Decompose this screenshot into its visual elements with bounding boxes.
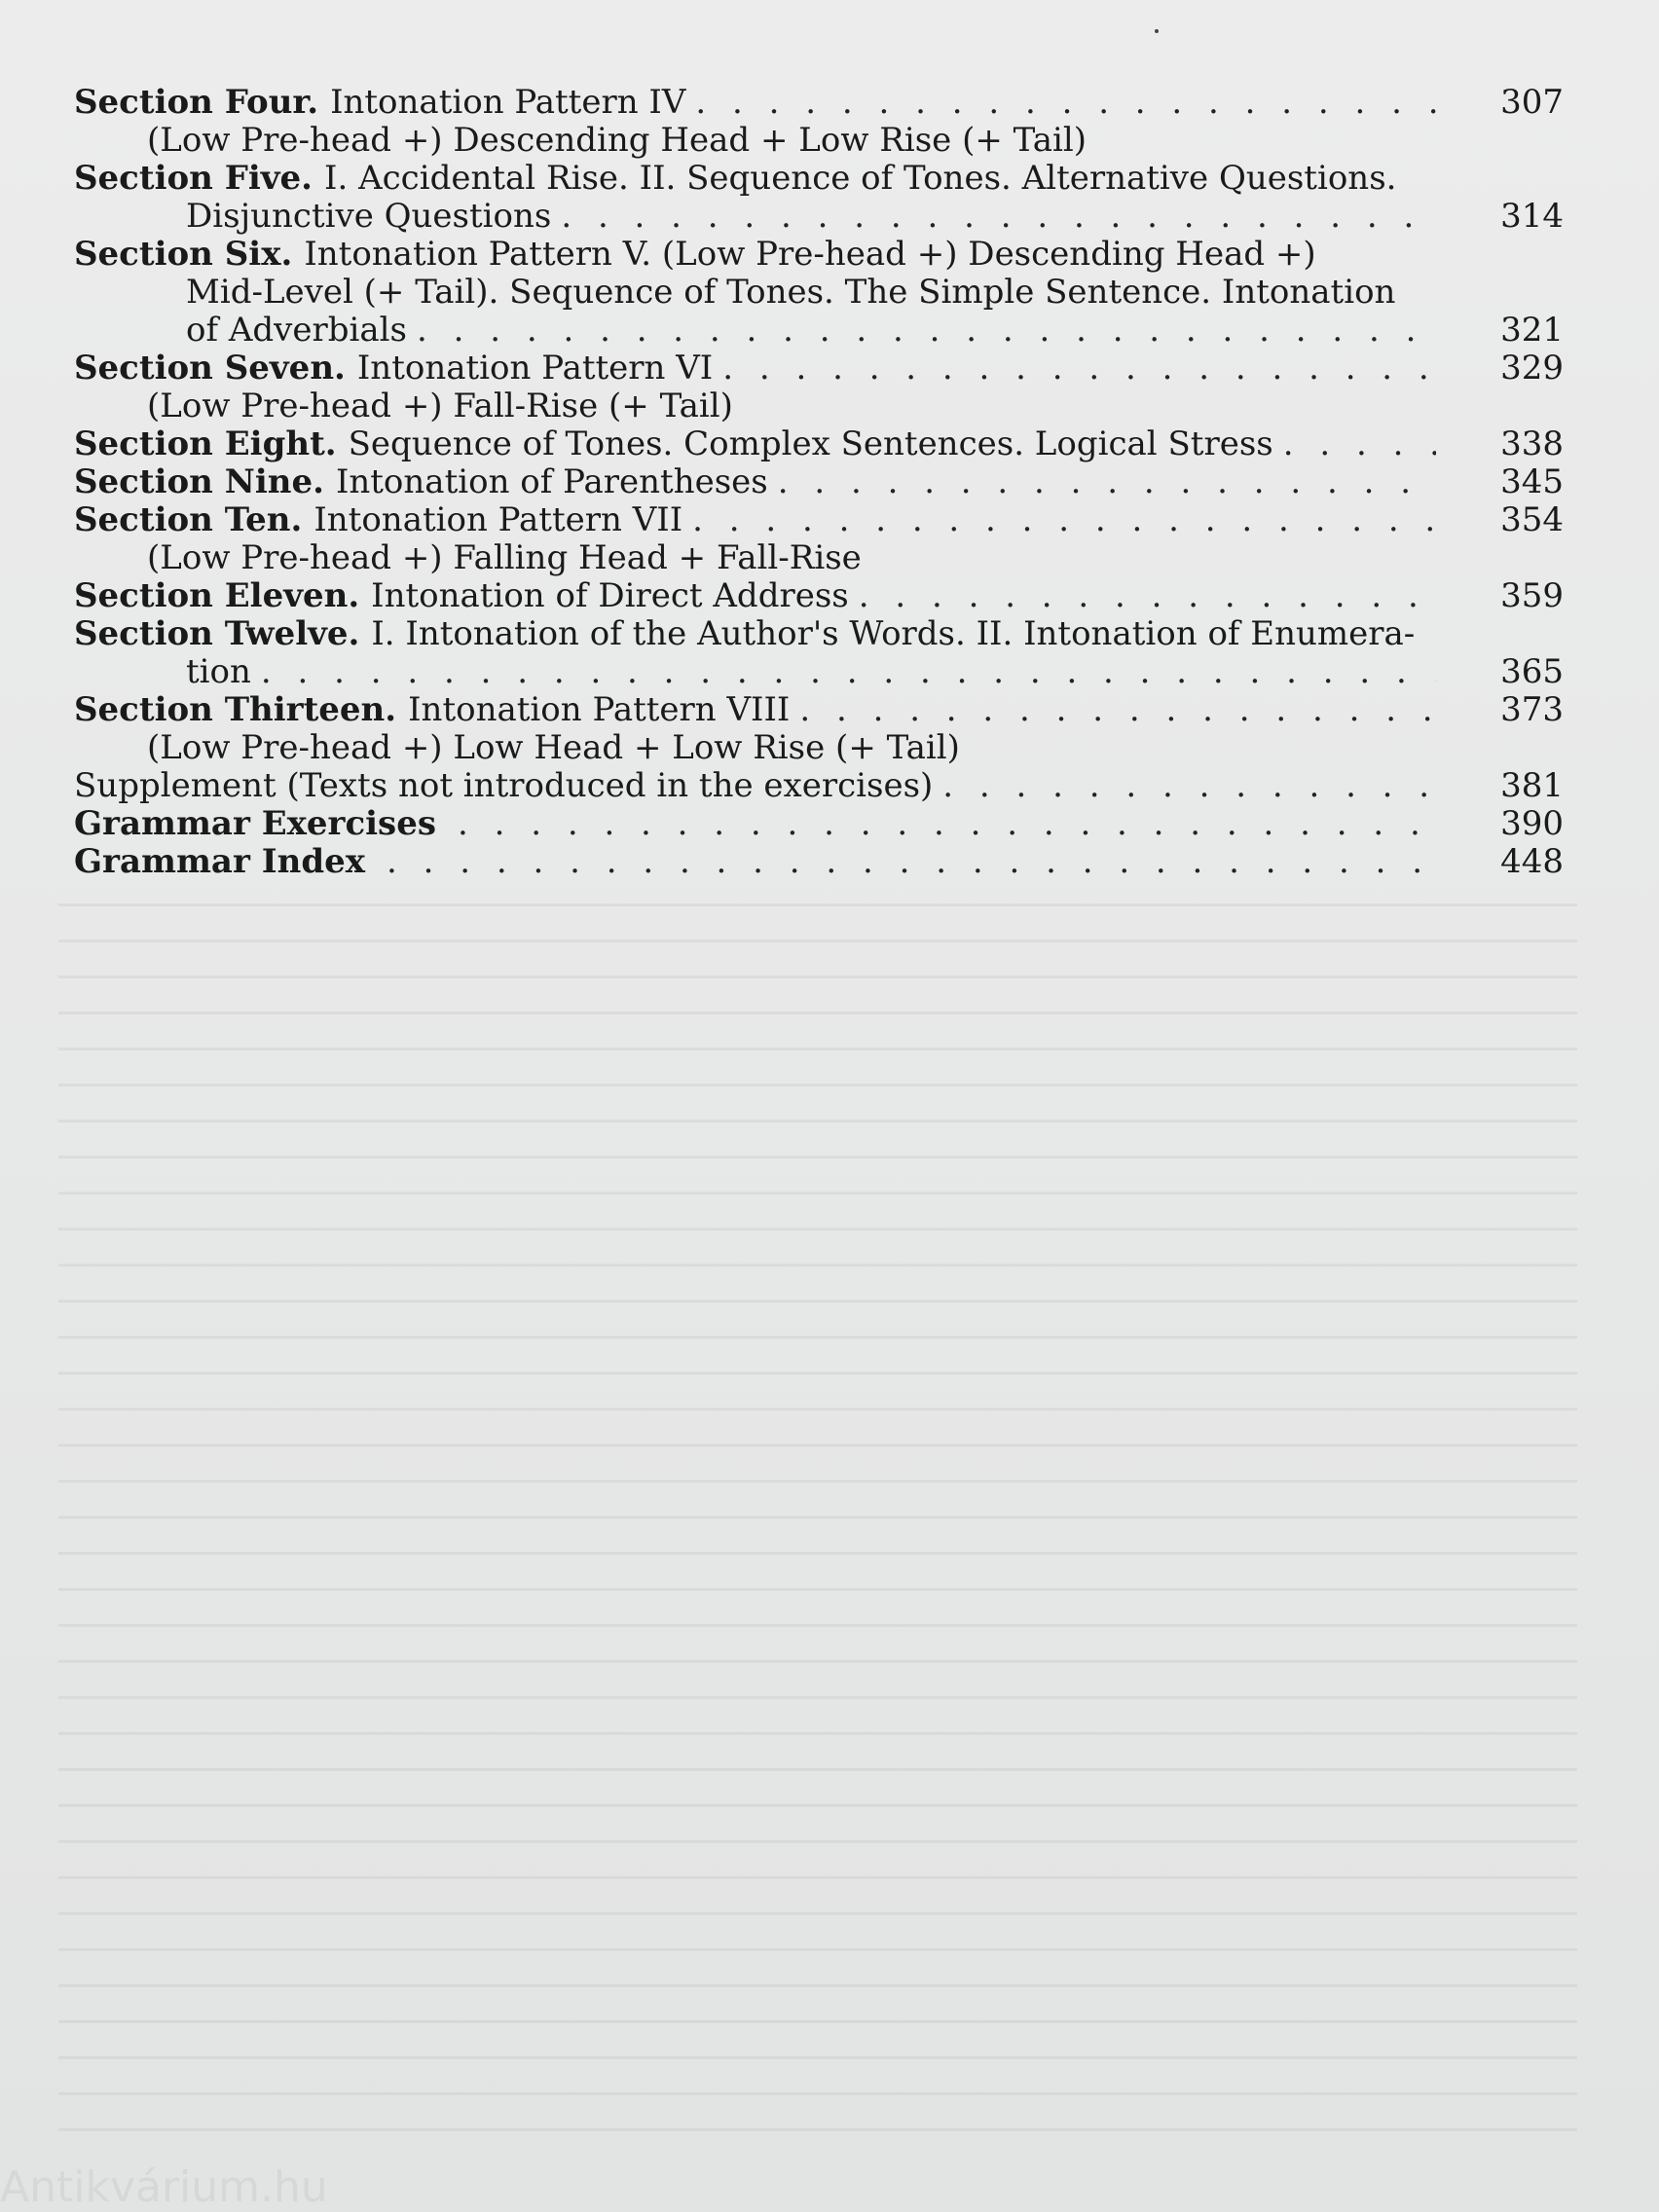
toc-line	[74, 198, 1442, 236]
section-title: tion	[186, 652, 251, 691]
page-number: 321	[1500, 311, 1564, 350]
page-number: 314	[1500, 197, 1564, 236]
section-title: Intonation of Parentheses	[335, 462, 768, 501]
section-title: Sequence of Tones. Complex Sentences. Logical Stress	[348, 424, 1273, 463]
dot-leader	[1283, 425, 1436, 463]
section-title: (Low Pre-head +) Falling Head + Fall-Rise	[147, 538, 862, 577]
dot-leader	[722, 350, 1436, 387]
dot-leader	[261, 653, 1436, 691]
toc-entry	[74, 615, 1564, 691]
toc-line	[74, 615, 1442, 653]
toc-line	[74, 236, 1442, 274]
section-title: Intonation Pattern VII	[313, 500, 683, 539]
section-title: (Low Pre-head +) Fall-Rise (+ Tail)	[147, 387, 733, 425]
section-label: Section Six.	[74, 235, 293, 274]
dot-leader	[561, 198, 1436, 236]
section-title: Mid-Level (+ Tail). Sequence of Tones. The Simple Sentence. Intonation	[186, 273, 1396, 312]
page-number: 338	[1500, 424, 1564, 463]
section-title: Intonation Pattern VIII	[408, 690, 791, 729]
toc-entry	[74, 843, 1564, 881]
section-label: Section Eleven.	[74, 576, 360, 615]
page-number: 373	[1500, 690, 1564, 729]
dot-leader	[799, 691, 1436, 729]
section-label: Section Eight.	[74, 424, 337, 463]
section-title: Intonation Pattern IV	[330, 83, 686, 122]
dot-leader	[695, 84, 1436, 122]
page-number: 345	[1500, 462, 1564, 501]
section-label: Grammar Exercises	[74, 804, 436, 843]
page-number: 359	[1500, 576, 1564, 615]
ink-speck	[1155, 29, 1159, 33]
page-number: 307	[1500, 83, 1564, 122]
section-title: Disjunctive Questions	[186, 197, 552, 236]
show-through-text	[58, 876, 1577, 2142]
section-title: Intonation Pattern VI	[356, 349, 714, 387]
toc-entry	[74, 84, 1564, 160]
section-label: Section Nine.	[74, 462, 324, 501]
toc-line	[74, 312, 1442, 350]
page-number: 390	[1500, 804, 1564, 843]
dot-leader	[778, 463, 1436, 501]
section-label: Section Five.	[74, 159, 313, 198]
toc-line	[74, 805, 1442, 843]
section-title: I. Intonation of the Author's Words. II. Intonation of Enumera-	[371, 614, 1416, 653]
toc-line	[74, 767, 1442, 805]
section-title: Supplement (Texts not introduced in the exercises)	[74, 766, 934, 805]
toc-entry	[74, 805, 1564, 843]
dot-leader	[387, 843, 1436, 881]
toc-entry	[74, 577, 1564, 615]
page-number: 448	[1500, 842, 1564, 881]
section-label: Section Twelve.	[74, 614, 360, 653]
toc-entry	[74, 425, 1564, 463]
toc-entry	[74, 160, 1564, 236]
section-title: Intonation Pattern V. (Low Pre-head +) Descending Head +)	[304, 235, 1316, 274]
toc-line	[74, 729, 1442, 767]
toc-line	[74, 691, 1442, 729]
page-number: 354	[1500, 500, 1564, 539]
section-label: Section Thirteen.	[74, 690, 397, 729]
toc-line	[74, 160, 1442, 198]
toc-line	[74, 274, 1442, 312]
toc-entry	[74, 767, 1564, 805]
dot-leader	[859, 577, 1436, 615]
section-label: Grammar Index	[74, 842, 366, 881]
toc-line	[74, 539, 1442, 577]
dot-leader	[458, 805, 1436, 843]
table-of-contents	[74, 84, 1564, 881]
toc-line	[74, 501, 1442, 539]
toc-entry	[74, 236, 1564, 350]
section-title: of Adverbials	[186, 311, 407, 350]
dot-leader	[417, 312, 1436, 350]
section-title: (Low Pre-head +) Descending Head + Low Rise (+ Tail)	[147, 121, 1087, 160]
toc-line	[74, 425, 1442, 463]
toc-line	[74, 843, 1442, 881]
toc-line	[74, 463, 1442, 501]
toc-line	[74, 84, 1442, 122]
dot-leader	[942, 767, 1436, 805]
toc-entry	[74, 501, 1564, 577]
toc-entry	[74, 691, 1564, 767]
section-title: I. Accidental Rise. II. Sequence of Tones. Alternative Questions.	[324, 159, 1397, 198]
section-label: Section Ten.	[74, 500, 303, 539]
toc-line	[74, 577, 1442, 615]
section-label: Section Four.	[74, 83, 319, 122]
section-title: Intonation of Direct Address	[371, 576, 849, 615]
page-number: 329	[1500, 349, 1564, 387]
toc-line	[74, 387, 1442, 425]
toc-entry	[74, 463, 1564, 501]
section-title: (Low Pre-head +) Low Head + Low Rise (+ Tail)	[147, 728, 960, 767]
page-number: 365	[1500, 652, 1564, 691]
section-label: Section Seven.	[74, 349, 346, 387]
page-number: 381	[1500, 766, 1564, 805]
dot-leader	[692, 501, 1436, 539]
toc-entry	[74, 350, 1564, 425]
watermark: Antikvárium.hu	[0, 2162, 328, 2212]
toc-line	[74, 653, 1442, 691]
toc-line	[74, 122, 1442, 160]
toc-line	[74, 350, 1442, 387]
